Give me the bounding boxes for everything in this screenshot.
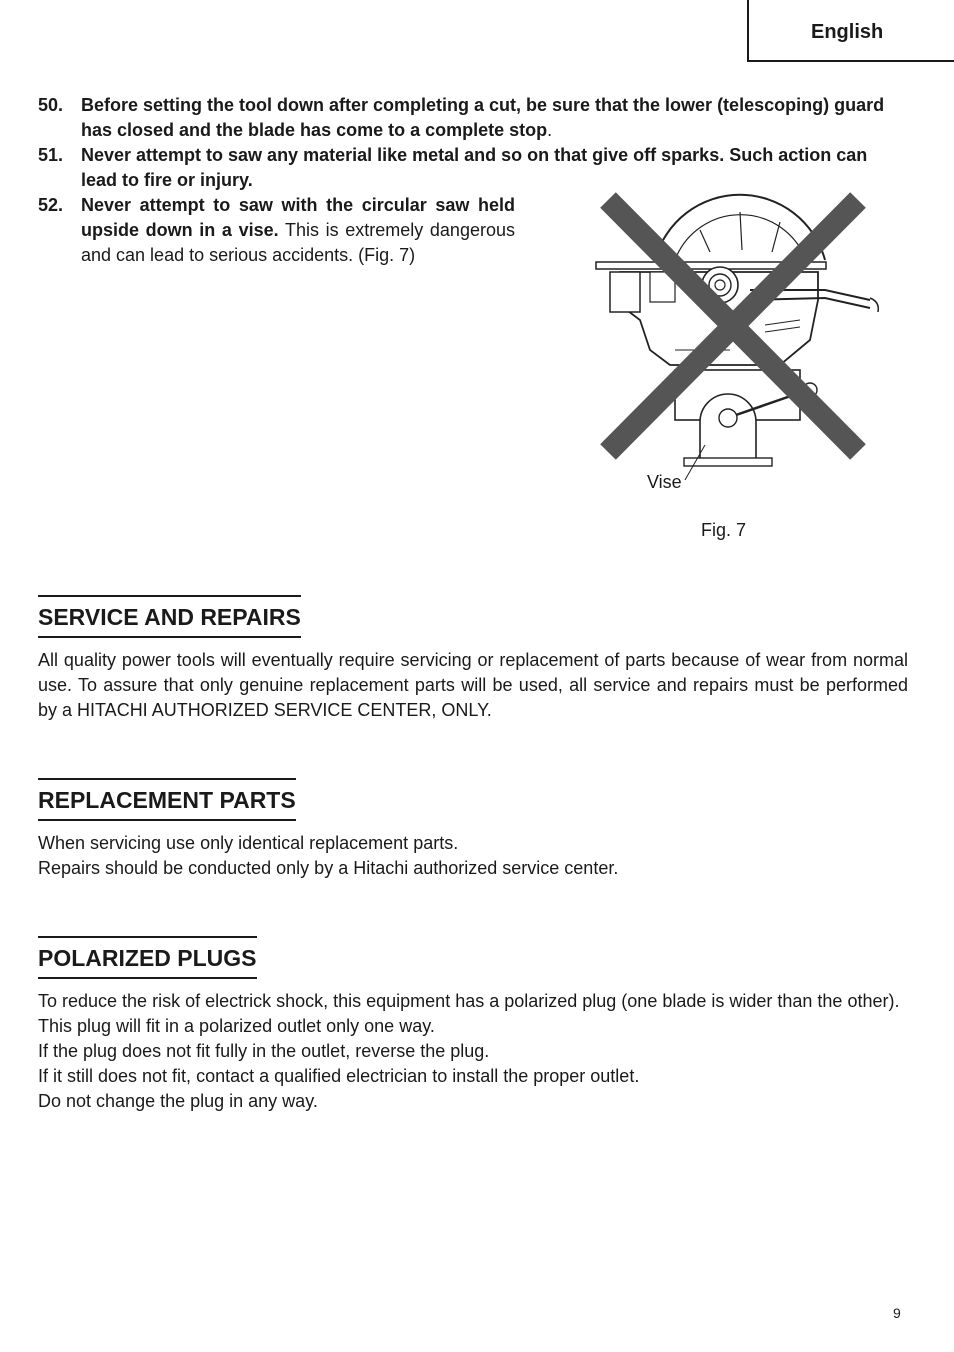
item-text: . bbox=[547, 120, 553, 140]
item-text: This is extremely dangerous and can lead to serious accidents. (Fig. 7) bbox=[81, 220, 515, 265]
section-paragraph: To reduce the risk of electrick shock, this equipment has a polarized plug (one blade is wider than the other). bbox=[38, 991, 900, 1011]
vise-label: Vise bbox=[647, 472, 682, 492]
safety-item-51 bbox=[38, 143, 903, 193]
section-heading: POLARIZED PLUGS bbox=[38, 936, 257, 979]
section-heading: SERVICE AND REPAIRS bbox=[38, 595, 301, 638]
polarized-plugs-section bbox=[38, 936, 908, 1114]
fig-7-illustration bbox=[580, 190, 910, 550]
safety-item-52 bbox=[38, 193, 515, 268]
replacement-parts-section bbox=[38, 778, 908, 881]
section-paragraph: If it still does not fit, contact a qualified electrician to install the proper outlet. bbox=[38, 1066, 640, 1086]
section-heading: REPLACEMENT PARTS bbox=[38, 778, 296, 821]
section-paragraph: This plug will fit in a polarized outlet only one way. bbox=[38, 1016, 435, 1036]
item-number: 50. bbox=[38, 95, 64, 115]
item-bold-text: Before setting the tool down after completing a cut, be sure that the lower (telescoping) guard has closed and the blade has come to a complete stop bbox=[81, 95, 885, 140]
section-paragraph: If the plug does not fit fully in the outlet, reverse the plug. bbox=[38, 1041, 490, 1061]
item-number: 51. bbox=[38, 145, 64, 165]
safety-item-50 bbox=[38, 93, 903, 143]
section-body bbox=[38, 989, 908, 1114]
service-and-repairs-section bbox=[38, 595, 908, 723]
section-paragraph: Do not change the plug in any way. bbox=[38, 1091, 318, 1111]
language-tab bbox=[747, 0, 954, 62]
item-number: 52. bbox=[38, 195, 64, 215]
section-paragraph: When servicing use only identical replacement parts. bbox=[38, 833, 459, 853]
saw-in-vise-drawing bbox=[580, 190, 910, 490]
section-paragraph: All quality power tools will eventually require servicing or replacement of parts because of wear from normal use. To assure that only genuine replacement parts will be used, all service and repairs must be performed by a HITACHI AUTHORIZED SERVICE CENTER, ONLY. bbox=[38, 650, 908, 720]
item-bold-text: Never attempt to saw with the circular saw held upside down in a vise. bbox=[81, 195, 515, 240]
page-number: 9 bbox=[893, 1305, 901, 1321]
section-body bbox=[38, 648, 908, 723]
item-bold-text: Never attempt to saw any material like metal and so on that give off sparks. Such action can lead to fire or injury. bbox=[81, 145, 868, 190]
figure-caption: Fig. 7 bbox=[701, 520, 747, 540]
section-body bbox=[38, 831, 908, 881]
language-label: English bbox=[811, 21, 884, 43]
section-paragraph: Repairs should be conducted only by a Hitachi authorized service center. bbox=[38, 858, 619, 878]
